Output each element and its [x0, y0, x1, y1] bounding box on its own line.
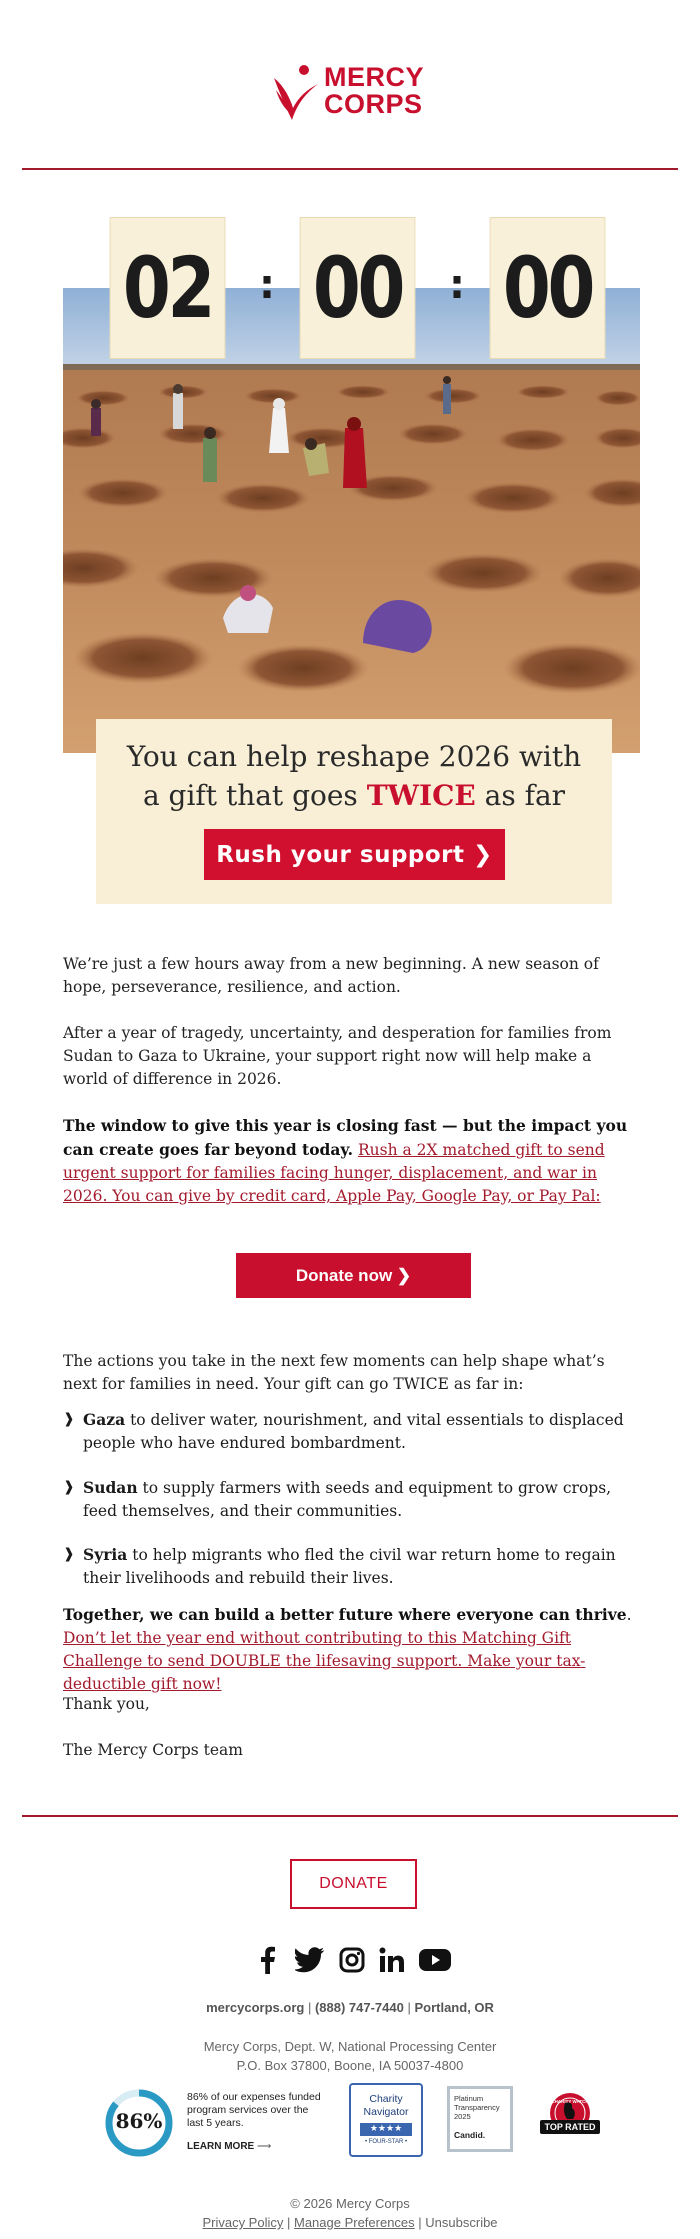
facebook-icon[interactable]: [255, 1946, 281, 1974]
separator: |: [414, 2215, 426, 2230]
bullet-text: to help migrants who fled the civil war return home to regain their livelihoods and rebuild their lives.: [83, 1546, 616, 1587]
signoff-line: The Mercy Corps team: [63, 1741, 243, 1759]
bullet-text: to deliver water, nourishment, and vital essentials to displaced people who have endured bombardment.: [83, 1411, 624, 1452]
top-rated-seal-icon: [537, 2089, 603, 2145]
charity-watch-label: CHARITY WATCH: [551, 2099, 589, 2104]
bullet-text: to supply farmers with seeds and equipment to grow crops, feed themselves, and their communities.: [83, 1479, 612, 1520]
closing-paragraph: [63, 1603, 640, 1696]
context-paragraph: After a year of tragedy, uncertainty, and desperation for families from Sudan to Gaza to Ukraine, your support right now will help make a world of difference in 2026.: [63, 1024, 612, 1088]
separator: |: [283, 2215, 294, 2230]
privacy-policy-link[interactable]: Privacy Policy: [202, 2215, 284, 2230]
contact-line: [0, 1998, 700, 2017]
contact-phone[interactable]: (888) 747-7440: [314, 2000, 404, 2015]
countdown-seconds: 00: [490, 217, 606, 359]
bullet-region: Gaza: [83, 1410, 126, 1429]
badge-percent: 86%: [115, 2109, 163, 2133]
footer-links: [0, 2213, 700, 2232]
linkedin-icon[interactable]: [379, 1947, 405, 1973]
impact-paragraph: The actions you take in the next few moments can help shape what’s next for families in need. Your gift can go TWICE as far in:: [63, 1352, 605, 1393]
chevron-right-icon: ❱: [63, 1546, 75, 1562]
closing-bold: Together, we can build a better future where everyone can thrive: [63, 1605, 627, 1624]
learn-more-label: LEARN MORE: [187, 2141, 255, 2152]
closing-period: .: [626, 1606, 632, 1624]
instagram-icon[interactable]: [339, 1947, 365, 1973]
countdown-hours: 02: [110, 217, 226, 359]
social-links: [248, 1945, 458, 1975]
brand-line-1: MERCY: [324, 62, 425, 92]
chevron-right-icon: ❱: [63, 1479, 75, 1495]
chevron-right-icon: ❱: [63, 1411, 75, 1427]
candid-brand: Candid.: [454, 2130, 486, 2140]
countdown-separator: :: [449, 262, 465, 308]
hero-headline-text: a gift that goes: [142, 779, 367, 812]
list-item-syria: [63, 1543, 640, 1590]
thanks-line: Thank you,: [63, 1695, 150, 1713]
footer-donate-button[interactable]: DONATE: [290, 1859, 417, 1909]
learn-more-link[interactable]: [187, 2140, 271, 2153]
separator: |: [403, 2000, 415, 2015]
charity-nav-line1: Charity: [369, 2093, 403, 2105]
intro-paragraph: We’re just a few hours away from a new beginning. A new season of hope, perseverance, resilience, and action.: [63, 955, 599, 996]
urgency-paragraph: [63, 1114, 640, 1208]
separator: |: [304, 2000, 315, 2015]
mercy-corps-mark-icon: [270, 64, 322, 122]
address-line-1: Mercy Corps, Dept. W, National Processing Center: [203, 2039, 497, 2054]
hero-headline-line2: [96, 776, 612, 815]
hero-headline-line1: You can help reshape 2026 with: [126, 740, 582, 773]
top-rated-badge[interactable]: [537, 2089, 603, 2145]
hero-emphasis: TWICE: [366, 779, 476, 812]
countdown-minutes: 00: [300, 217, 416, 359]
candid-seal[interactable]: [447, 2086, 513, 2152]
top-rated-label: TOP RATED: [544, 2122, 596, 2132]
rush-support-button[interactable]: Rush your support ❯: [204, 829, 505, 880]
hero-headline-end: as far: [475, 779, 566, 812]
bullet-region: Sudan: [83, 1478, 138, 1497]
list-item-gaza: [63, 1408, 640, 1455]
countdown-separator: :: [259, 262, 275, 308]
bullet-region: Syria: [83, 1545, 128, 1564]
copyright: © 2026 Mercy Corps: [290, 2196, 410, 2211]
unsubscribe-link[interactable]: Unsubscribe: [425, 2215, 498, 2230]
star-rating: ★★★★: [360, 2123, 412, 2136]
efficiency-badge[interactable]: [103, 2087, 175, 2159]
donate-now-button[interactable]: Donate now ❯: [236, 1253, 471, 1298]
candid-year: 2025: [454, 2112, 471, 2121]
candid-line1: Platinum: [454, 2094, 484, 2103]
manage-preferences-link[interactable]: Manage Preferences: [293, 2215, 415, 2230]
urgency-bold: The window to give this year is closing fast — but the impact you can create goes far beyond today.: [63, 1116, 628, 1159]
header-divider: [22, 168, 678, 170]
four-star-label: • FOUR-STAR •: [364, 2139, 408, 2145]
badge-copy: 86% of our expenses funded program services over the last 5 years.: [187, 2091, 321, 2129]
hero-headline: [96, 737, 612, 815]
charity-navigator-badge[interactable]: [349, 2083, 423, 2157]
contact-city: Portland, OR: [414, 2000, 494, 2015]
twitter-icon[interactable]: [295, 1947, 325, 1973]
contact-site[interactable]: mercycorps.org: [206, 2000, 305, 2015]
matched-gift-link[interactable]: Rush a 2X matched gift to send urgent support for families facing hunger, displacement, and war in 2026. You can give by credit card, Apple Pay, Google Pay, or Pay Pal:: [63, 1141, 605, 1205]
address-line-2: P.O. Box 37800, Boone, IA 50037-4800: [236, 2058, 464, 2073]
brand-line-2: CORPS: [324, 89, 423, 119]
candid-line2: Transparency: [454, 2103, 500, 2112]
youtube-icon[interactable]: [419, 1948, 451, 1972]
matching-challenge-link[interactable]: Don’t let the year end without contributing to this Matching Gift Challenge to send DOUBLE the lifesaving support. Make your tax-deductible gift now!: [63, 1629, 586, 1693]
list-item-sudan: [63, 1476, 640, 1523]
mercy-corps-logo[interactable]: [270, 62, 435, 124]
charity-nav-line2: Navigator: [363, 2106, 409, 2118]
footer-divider: [22, 1815, 678, 1817]
arrow-right-icon: ⟶: [257, 2141, 272, 2152]
